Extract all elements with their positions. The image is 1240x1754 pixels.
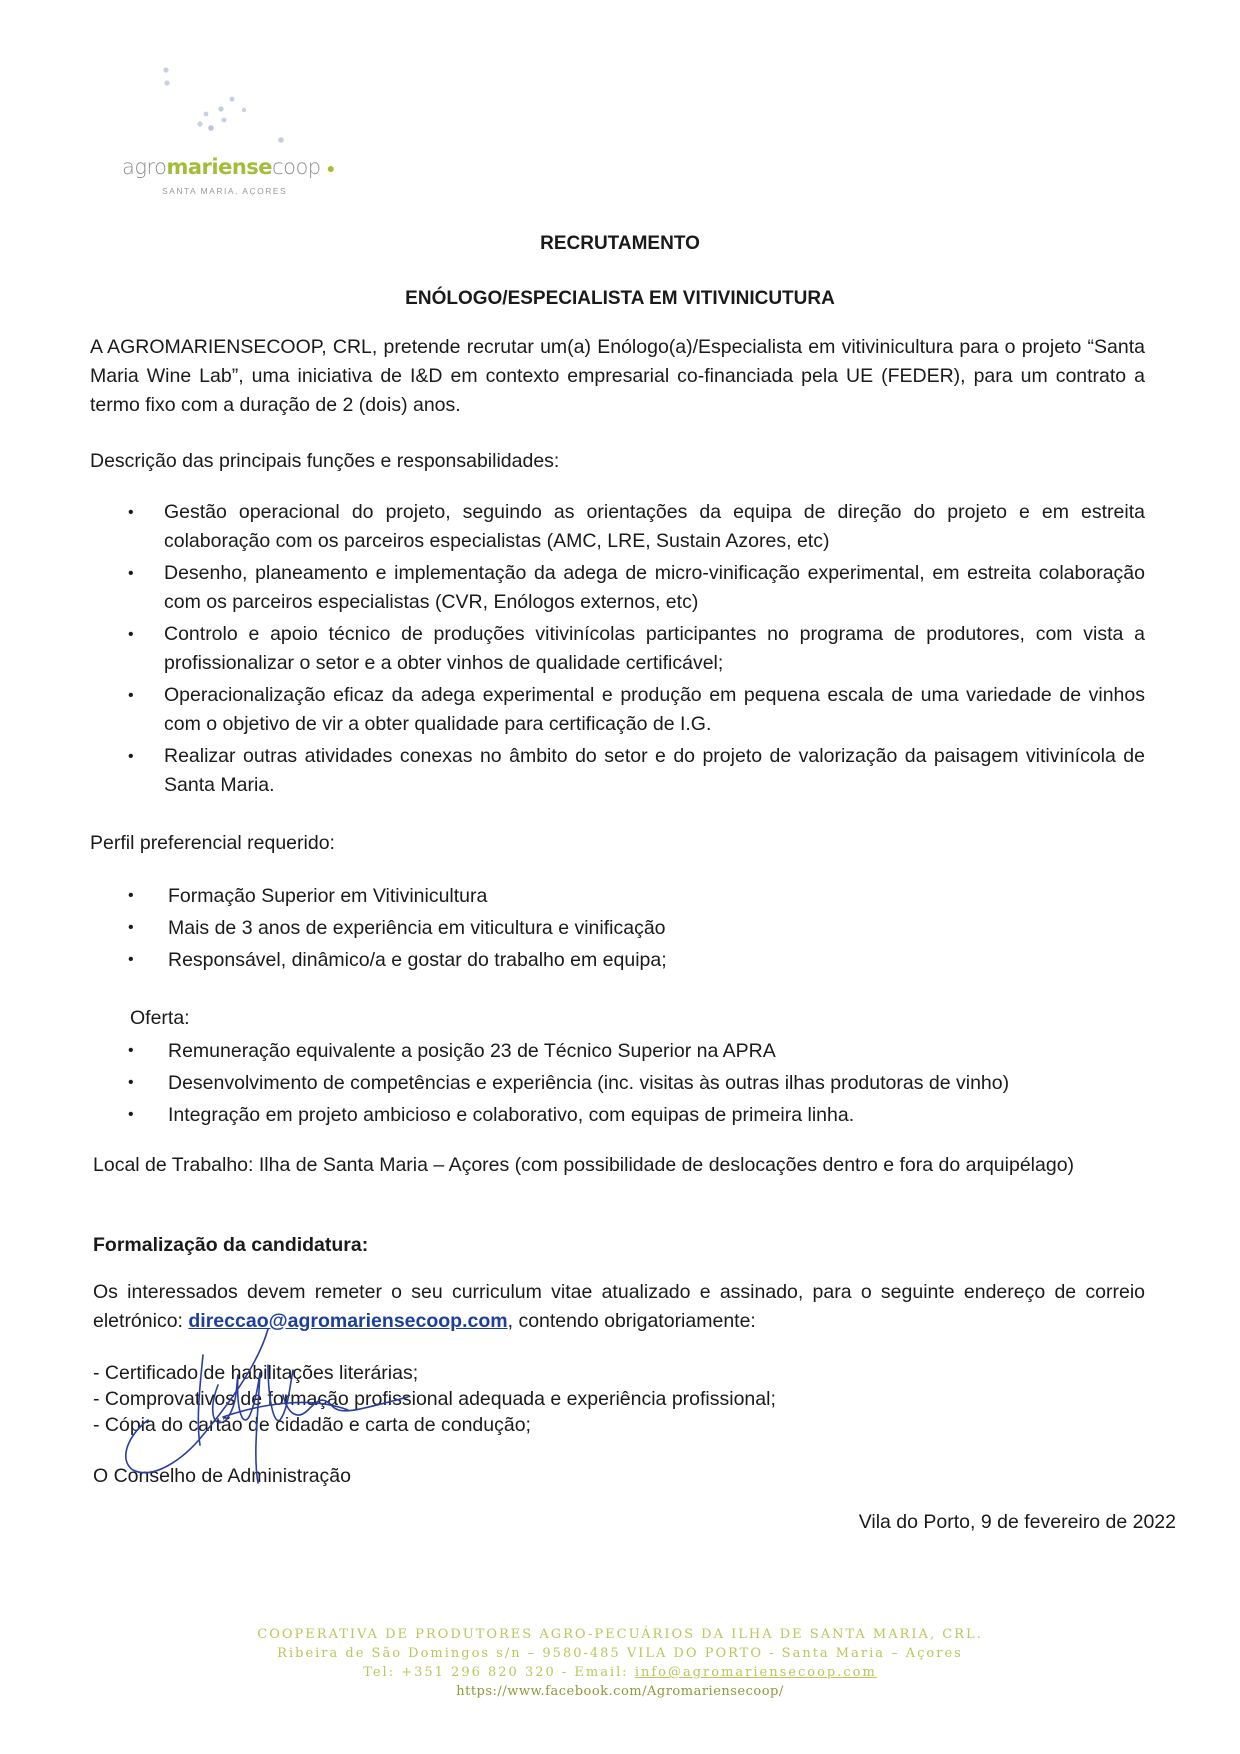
duty-item: • Gestão operacional do projeto, seguindo as orientações da equipa de direção do projeto e em estreita colaboração com os parceiros especialistas (AMC, LRE, Sustain Azores, etc) [128, 498, 1145, 556]
logo-tagline: SANTA MARIA, AÇORES [162, 186, 288, 196]
intro-paragraph: A AGROMARIENSECOOP, CRL, pretende recrutar um(a) Enólogo(a)/Especialista em vitivinicultura para o projeto “Santa Maria Wine Lab”, uma iniciativa de I&D em contexto empresarial co-financiada pela UE (FEDER), para um contrato a termo fixo com a duração de 2 (dois) anos. [90, 336, 1145, 416]
logo-dot-icon: ● [326, 160, 335, 177]
application-email-link[interactable]: direccao@agromariensecoop.com [188, 1310, 508, 1332]
profile-item: • Formação Superior em Vitivinicultura [128, 880, 1128, 912]
document-subtitle: ENÓLOGO/ESPECIALISTA EM VITIVINICUTURA [405, 288, 835, 309]
profile-item: • Mais de 3 anos de experiência em viticultura e vinificação [128, 912, 1128, 944]
document-item: - Cópia do cartão de cidadão e carta de condução; [93, 1414, 531, 1436]
bullet-icon: • [128, 1074, 134, 1091]
bullet-icon: • [128, 1106, 134, 1123]
bullet-icon: • [128, 1042, 134, 1059]
document-title: RECRUTAMENTO [540, 233, 700, 254]
duty-item: • Controlo e apoio técnico de produções vitivinícolas participantes no programa de produtores, com vista a profissionalizar o setor e a obter vinhos de qualidade certificável; [128, 620, 1145, 678]
document-item: - Certificado de habilitações literárias; [93, 1362, 419, 1384]
duty-item: • Operacionalização eficaz da adega experimental e produção em pequena escala de uma variedade de vinhos com o objetivo de vir a obter qualidade para certificação de I.G. [128, 681, 1145, 739]
offer-item: • Integração em projeto ambicioso e colaborativo, com equipas de primeira linha. [128, 1099, 1178, 1131]
application-text-after: , contendo obrigatoriamente: [507, 1310, 756, 1332]
footer-phone: Tel: +351 296 820 320 - Email: [363, 1665, 635, 1680]
work-location: Local de Trabalho: Ilha de Santa Maria – Açores (com possibilidade de deslocações dentro e fora do arquipélago) [93, 1154, 1075, 1176]
logo-wordmark [122, 155, 335, 179]
duty-item: • Desenho, planeamento e implementação da adega de micro-vinificação experimental, em estreita colaboração com os parceiros especialistas (CVR, Enólogos externos, etc) [128, 559, 1145, 617]
bullet-icon: • [128, 504, 134, 521]
bullet-icon: • [128, 687, 134, 704]
bullet-icon: • [128, 887, 134, 904]
footer-contacts [0, 1663, 1240, 1682]
bullet-icon: • [128, 919, 134, 936]
bullet-icon: • [128, 565, 134, 582]
bullet-icon: • [128, 951, 134, 968]
handwritten-signature [108, 1325, 428, 1485]
logo-part3: coop [272, 155, 321, 179]
footer-email[interactable]: info@agromariensecoop.com [634, 1665, 877, 1680]
footer-company-name: COOPERATIVA DE PRODUTORES AGRO-PECUÁRIOS DA ILHA DE SANTA MARIA, CRL. [257, 1627, 983, 1642]
logo-dots-graphic [118, 62, 338, 157]
document-item: - Comprovativos de formação profissional adequada e experiência profissional; [93, 1388, 776, 1410]
application-heading: Formalização da candidatura: [93, 1234, 369, 1256]
footer-facebook-url[interactable]: https://www.facebook.com/Agromariensecoop/ [456, 1684, 784, 1699]
duties-list [128, 498, 1145, 803]
company-logo [118, 62, 338, 202]
offer-item: • Desenvolvimento de competências e experiência (inc. visitas às outras ilhas produtoras de vinho) [128, 1067, 1178, 1099]
bullet-icon: • [128, 748, 134, 765]
bullet-icon: • [128, 626, 134, 643]
offer-list [128, 1035, 1178, 1131]
date-line: Vila do Porto, 9 de fevereiro de 2022 [858, 1511, 1176, 1533]
logo-part1: agro [122, 155, 167, 179]
offer-item: • Remuneração equivalente a posição 23 de Técnico Superior na APRA [128, 1035, 1178, 1067]
logo-part2: mariense [166, 155, 273, 179]
duties-label: Descrição das principais funções e responsabilidades: [90, 450, 560, 472]
signoff: O Conselho de Administração [93, 1465, 351, 1487]
profile-label: Perfil preferencial requerido: [90, 832, 335, 854]
footer-address: Ribeira de São Domingos s/n – 9580-485 VILA DO PORTO - Santa Maria – Açores [277, 1646, 963, 1661]
profile-list [128, 880, 1128, 976]
offer-label: Oferta: [130, 1007, 190, 1029]
page-footer [0, 1625, 1240, 1701]
profile-item: • Responsável, dinâmico/a e gostar do trabalho em equipa; [128, 944, 1128, 976]
duty-item: • Realizar outras atividades conexas no âmbito do setor e do projeto de valorização da paisagem vitivinícola de Santa Maria. [128, 742, 1145, 800]
application-text-before: Os interessados devem remeter o seu curriculum vitae atualizado e assinado, para o seguinte endereço de correio eletrónico: [93, 1281, 1145, 1332]
